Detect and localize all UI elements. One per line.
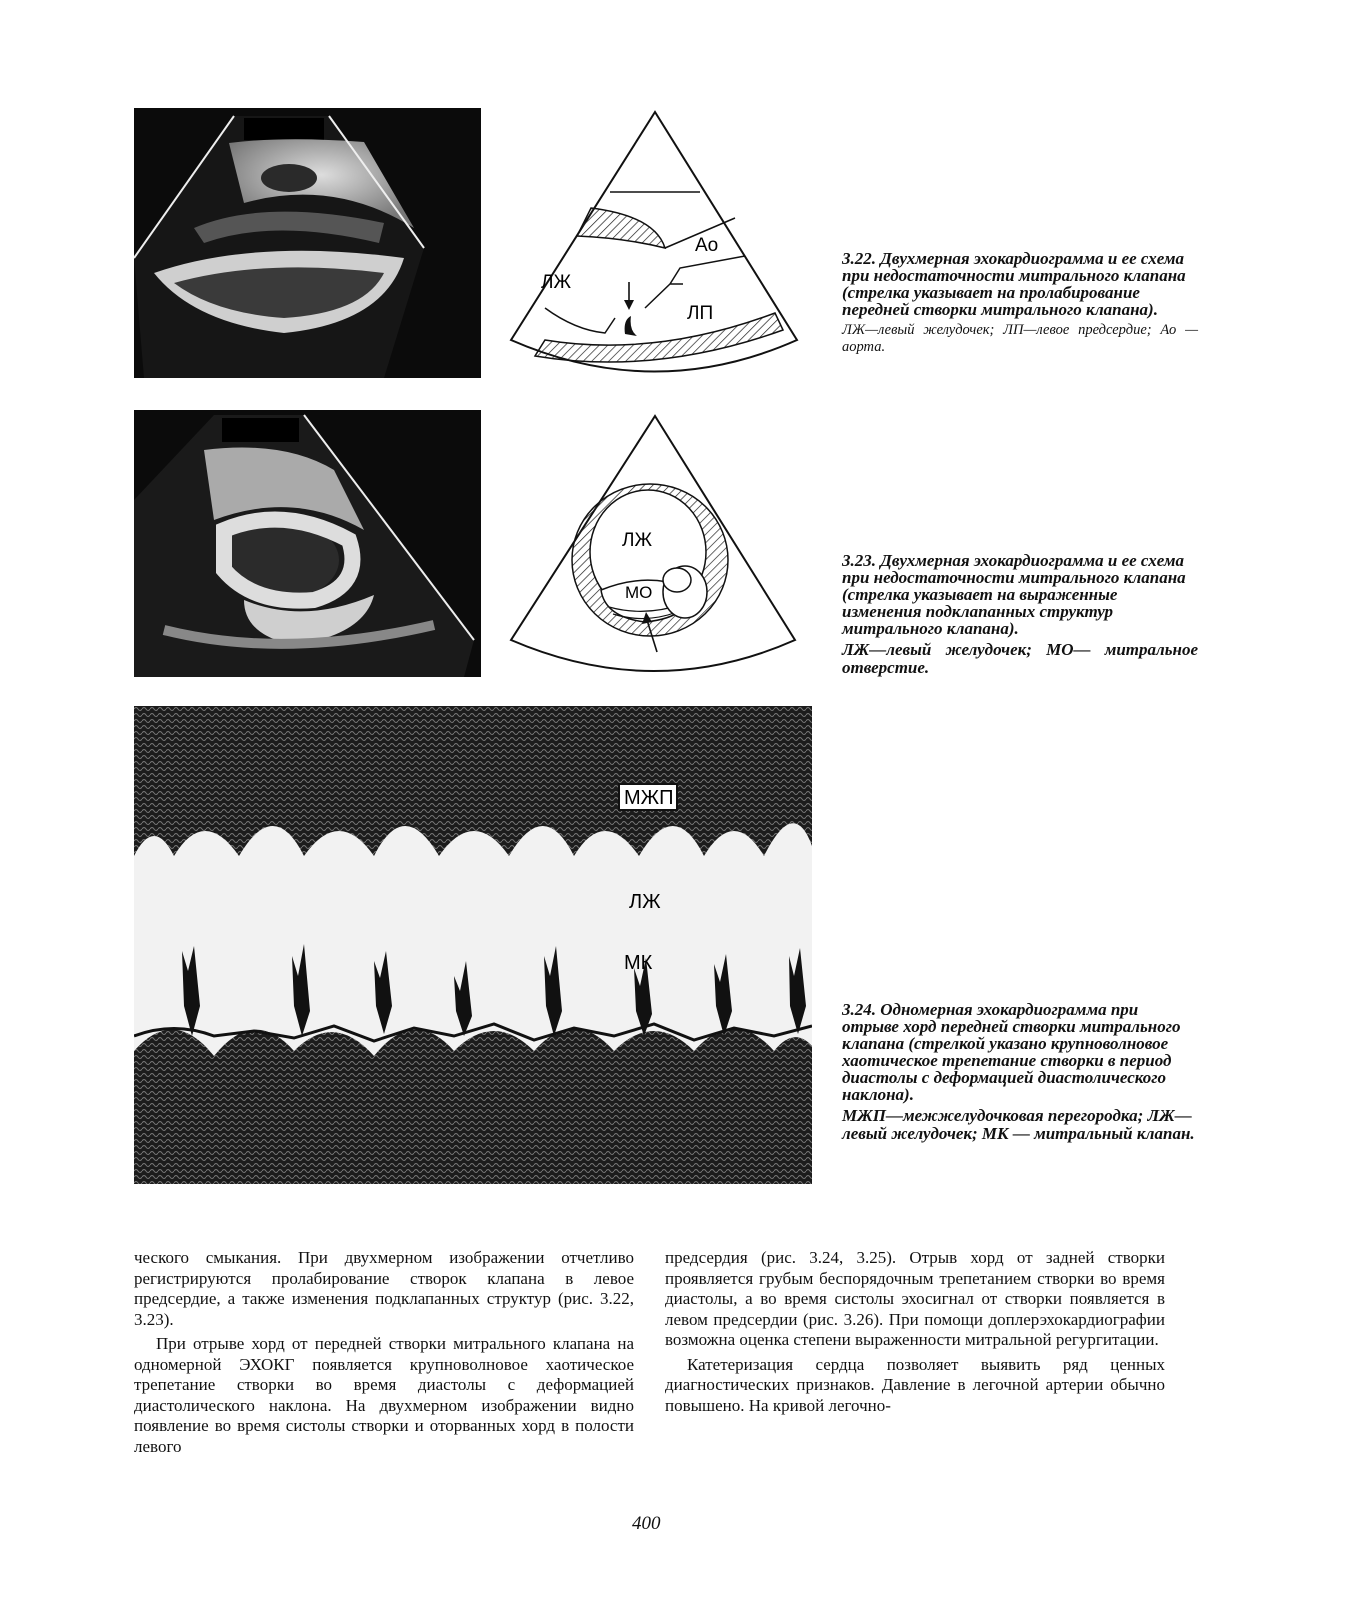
schema-3-22 xyxy=(505,108,805,383)
caption-3-22 xyxy=(842,250,1198,356)
body-paragraph: При отрыве хорд от передней створки митрального клапана на одномерной ЭХОКГ появляется крупноволновое хаотическое трепетание створки во время диастолы с деформацией диастолического наклона. На двухмерном изображении видно появление во время систолы створки и оторванных хорд в полости левого xyxy=(134,1334,634,1456)
caption-3-24 xyxy=(842,1001,1198,1143)
mmode-label-ivs: МЖП xyxy=(624,787,674,809)
body-paragraph: предсердия (рис. 3.24, 3.25). Отрыв хорд от задней створки проявляется грубым беспорядочным трепетанием створки во время диастолы, а во время систолы эхосигнал от створки появляется в левом предсердии (рис. 3.26). При помощи доплерэхокардиографии возможна оценка степени выраженности митральной регургитации. xyxy=(665,1248,1165,1349)
caption-3-23-legend: ЛЖ—левый желудочек; МО— митральное отверстие. xyxy=(842,640,1198,677)
schema-label-lv-2: ЛЖ xyxy=(622,530,653,551)
body-column-left xyxy=(134,1248,634,1457)
mmode-label-lv: ЛЖ xyxy=(629,891,661,913)
caption-3-24-title: 3.24. Одномерная эхокардиограмма при отрыве хорд передней створки митрального клапана (стрелкой указано крупноволновое хаотическое трепетание створки в период диастолы с деформацией диастолического наклона). xyxy=(842,1000,1181,1104)
schema-label-lv: ЛЖ xyxy=(541,272,572,293)
caption-3-22-legend: ЛЖ—левый желудочек; ЛП—левое предсердие; Ао — аорта. xyxy=(842,322,1198,355)
mmode-echo-3-24 xyxy=(134,706,812,1184)
body-paragraph: Катетеризация сердца позволяет выявить ряд ценных диагностических признаков. Давление в легочной артерии обычно повышено. На кривой легочно- xyxy=(665,1354,1165,1415)
caption-3-24-legend: МЖП—межжелудочковая перегородка; ЛЖ—левый желудочек; МК — митральный клапан. xyxy=(842,1106,1195,1143)
caption-3-22-title: 3.22. Двухмерная эхокардиограмма и ее схема при недостаточности митрального клапана (стрелка указывает на пролабирование передней створки митрального клапана). xyxy=(842,249,1186,319)
body-column-right xyxy=(665,1248,1165,1416)
schema-label-mo: МО xyxy=(625,583,653,602)
page-number: 400 xyxy=(632,1513,661,1534)
echo-image-3-22 xyxy=(134,108,481,378)
schema-3-23 xyxy=(505,412,805,684)
echo-image-3-23 xyxy=(134,410,481,677)
mmode-label-mv: МК xyxy=(624,952,653,974)
schema-label-la: ЛП xyxy=(687,303,714,324)
caption-3-23 xyxy=(842,552,1198,677)
caption-3-23-title: 3.23. Двухмерная эхокардиограмма и ее схема при недостаточности митрального клапана (стрелка указывает на выраженные изменения подклапанных структур митрального клапана). xyxy=(842,551,1186,638)
schema-label-ao: Ao xyxy=(695,235,719,256)
body-paragraph: ческого смыкания. При двухмерном изображении отчетливо регистрируются пролабирование створок клапана в левое предсердие, а также изменения подклапанных структур (рис. 3.22, 3.23). xyxy=(134,1248,634,1329)
